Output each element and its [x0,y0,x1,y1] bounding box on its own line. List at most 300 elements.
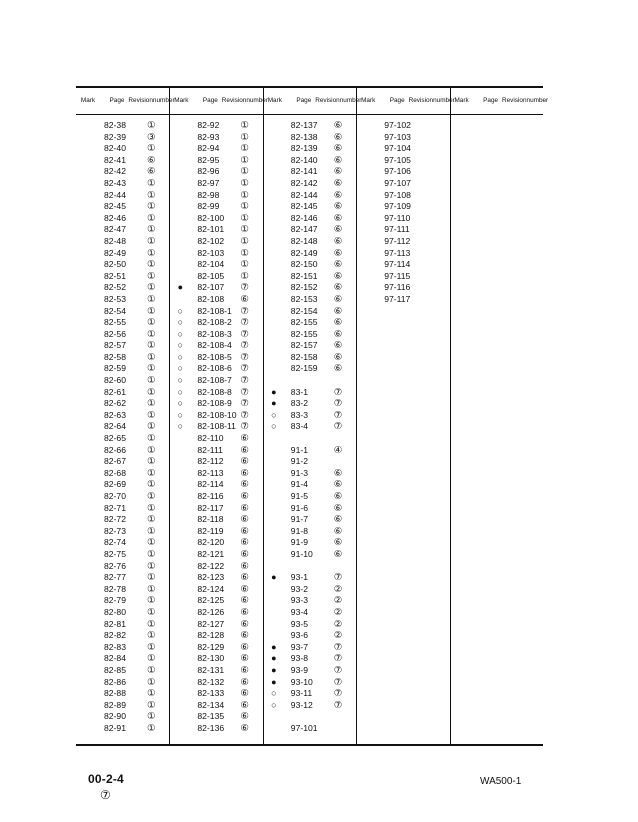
table-row [263,190,356,202]
revision-number: ① [240,120,249,131]
header-page: Page [202,96,218,104]
header-mark: Mark [361,96,376,104]
table-row [76,387,169,399]
table-row [169,143,262,155]
page-number: 91-3 [290,467,308,478]
page-number: 82-148 [290,235,318,246]
table-row [263,375,356,387]
page-number: 93-5 [290,618,308,629]
table-row [263,456,356,468]
table-row [76,132,169,144]
revision-number: ① [147,664,156,676]
table-row [356,166,449,178]
table-row [169,190,262,202]
table-row [263,236,356,248]
revision-number: ⑦ [240,282,249,294]
table-row [76,236,169,248]
table-row [76,363,169,375]
table-row [76,595,169,607]
page-number: 82-95 [197,154,220,165]
revision-number: ⑥ [333,548,343,560]
revision-number: ② [333,630,343,642]
revision-number: ① [240,247,249,259]
revision-mark: ● [177,282,184,293]
header-revision-number [128,86,175,114]
page-number: 82-119 [197,525,224,536]
header-revision-line1: Revision [408,96,434,104]
revision-number: ⑦ [333,398,343,410]
revision-number: ① [147,711,156,723]
revision-mark: ○ [271,409,277,420]
page-number: 91-10 [290,548,313,559]
table-row [76,549,169,561]
revision-number: ⑥ [240,688,249,700]
page-number: 82-76 [104,560,126,571]
page-number: 82-125 [197,595,225,606]
revision-number: ⑦ [240,351,249,363]
revision-number: ⑥ [240,664,249,676]
table-row [263,537,356,549]
header-page: Page [296,96,312,104]
revision-number: ⑥ [333,131,343,143]
page-number: 82-102 [197,235,225,246]
page-number: 82-92 [197,120,220,130]
page-number: 82-89 [104,699,126,710]
table-row [76,410,169,422]
revision-number: ① [147,421,156,433]
page-number: 82-124 [197,583,225,594]
revision-mark: ○ [271,699,277,710]
revision-number: ⑥ [240,676,249,688]
table-header-rule [76,114,543,115]
table-row [263,143,356,155]
page-number: 82-150 [290,259,318,270]
revision-number: ① [147,653,156,665]
revision-number: ① [147,722,156,734]
page-number: 93-1 [290,572,308,583]
revision-mark: ○ [177,421,184,432]
header-revision-line1: Revision [502,96,527,104]
revision-number: ① [147,409,156,421]
page-number: 91-2 [290,456,308,467]
revision-number: ① [147,224,156,236]
table-row [263,132,356,144]
revision-number: ① [240,235,249,247]
revision-number: ① [147,606,156,618]
revision-mark: ● [271,398,277,409]
page-number: 82-83 [104,641,126,652]
page-number: 82-107 [197,282,225,293]
revision-number: ⑦ [333,641,343,653]
page-number: 82-59 [104,363,126,374]
table-row [263,584,356,596]
page-number: 91-4 [290,479,308,490]
revision-number: ⑥ [240,444,249,456]
page-number: 82-56 [104,328,126,339]
revision-number: ⑥ [333,479,343,491]
revision-number: ① [147,699,156,711]
page-number: 82-57 [104,340,126,351]
revision-number: ① [147,189,156,201]
page-number: 82-147 [290,224,318,235]
page-number: 82-61 [104,386,126,397]
table-row [263,329,356,341]
revision-number: ⑥ [240,479,249,491]
table-row [76,155,169,167]
table-row [169,619,262,631]
revision-number: ⑦ [240,375,249,387]
revision-number: ① [147,514,156,526]
page-number: 82-39 [104,131,126,142]
revision-number: ① [147,479,156,491]
table-row [356,155,449,167]
page-number: 97-115 [384,270,411,281]
revision-number: ⑥ [240,456,249,468]
table-row [263,398,356,410]
page-number: 82-93 [197,131,220,142]
table-row [169,213,262,225]
revision-number: ⑥ [240,467,249,479]
page-number: 82-121 [197,548,225,559]
table-row [76,340,169,352]
table-row [263,213,356,225]
header-revision-line1: Revision [128,96,153,104]
page-number: 82-108-8 [197,386,232,397]
page-number: 82-152 [290,282,318,293]
table-row [263,688,356,700]
table-row [356,201,449,213]
revision-number: ⑥ [147,166,156,178]
page-number: 82-100 [197,212,225,223]
revision-number: ⑥ [240,606,249,618]
page-number: 82-77 [104,572,126,583]
page-number: 82-96 [197,166,220,177]
revision-mark: ○ [177,328,184,339]
page-number: 82-73 [104,525,126,536]
table-row [263,445,356,457]
page-number: 82-40 [104,143,126,154]
revision-number: ① [240,189,249,201]
table-row [169,665,262,677]
revision-mark: ○ [177,375,184,386]
table-row [76,317,169,329]
page-number: 82-58 [104,351,126,362]
table-row [263,514,356,526]
table-row [263,201,356,213]
page-number: 82-97 [197,177,220,188]
table-row [169,166,262,178]
table-row [169,259,262,271]
page-number: 82-158 [290,351,318,362]
revision-number: ⑥ [240,502,249,514]
table-row [169,317,262,329]
header-mark: Mark [454,96,469,104]
revision-mark: ○ [177,317,184,328]
table-row [76,688,169,700]
revision-mark: ○ [177,409,184,420]
page-number: 82-81 [104,618,126,629]
table-row [169,537,262,549]
revision-number: ⑥ [240,537,249,549]
revision-number: ⑥ [333,491,343,502]
page-number: 82-127 [197,618,225,629]
revision-number: ⑥ [240,514,249,526]
table-row [263,248,356,260]
page-number: 82-103 [197,247,225,258]
revision-number: ① [147,235,156,247]
table-row [356,213,449,225]
revision-number: ① [147,177,156,189]
revision-number: ⑥ [333,525,343,537]
table-row [263,619,356,631]
table-row [76,491,169,503]
table-row [169,421,262,433]
revision-number: ② [333,606,343,618]
revision-number: ⑦ [333,572,343,584]
revision-number: ③ [147,131,156,143]
page-number: 82-145 [290,201,318,212]
page-number: 93-10 [290,676,313,687]
revision-number: ② [333,618,343,630]
revision-number: ① [147,120,156,131]
page-number: 97-107 [384,177,411,188]
page-number: 82-153 [290,293,318,304]
page-number: 82-38 [104,120,126,130]
page-number: 82-41 [104,154,126,165]
revision-number: ⑥ [240,491,249,502]
page-number: 82-108-9 [197,398,232,409]
page-number: 82-135 [197,711,225,722]
page-number: 82-118 [197,514,224,525]
table-row [169,456,262,468]
revision-mark: ○ [177,386,184,397]
table-row [169,201,262,213]
page-number: 93-7 [290,641,308,652]
revision-number: ① [147,282,156,294]
revision-number: ① [147,328,156,340]
revision-number: ⑥ [333,537,343,549]
revision-number: ⑦ [240,409,249,421]
page-number: 91-5 [290,491,308,501]
revision-number: ⑥ [333,120,343,131]
revision-number: ① [240,259,249,271]
table-row [169,572,262,584]
revision-table [76,86,549,746]
page-number: 82-85 [104,664,126,675]
table-row [263,468,356,480]
page-number: 82-72 [104,514,126,525]
revision-number: ⑥ [333,340,343,352]
page-number: 82-91 [104,722,126,733]
table-row [263,363,356,375]
page-number: 97-101 [290,722,318,733]
revision-number: ② [333,583,343,595]
header-revision-line1: Revision [315,96,340,104]
table-row [263,653,356,665]
page-number: 82-116 [197,491,224,501]
revision-number: ⑥ [147,154,156,166]
page-number: 82-113 [197,467,224,478]
page-number: 82-108-7 [197,375,232,386]
table-row [76,224,169,236]
table-row [76,468,169,480]
table-row [169,445,262,457]
table-row [356,143,449,155]
revision-number: ⑦ [240,305,249,317]
revision-number: ⑦ [240,363,249,375]
revision-number: ② [333,595,343,607]
header-revision-line2: number [433,96,455,104]
table-row [76,271,169,283]
revision-number: ⑥ [333,351,343,363]
revision-number: ⑥ [240,699,249,711]
page-number: 91-8 [290,525,308,536]
header-revision-number [315,86,362,114]
page-number: 82-98 [197,189,220,200]
header-revision-line2: number [246,96,268,104]
table-row [356,120,449,132]
revision-number: ① [240,212,249,224]
page-number: 91-6 [290,502,308,513]
revision-number: ⑥ [240,583,249,595]
table-row [76,514,169,526]
table-row [263,607,356,619]
table-row [76,572,169,584]
page-number: 82-42 [104,166,126,177]
revision-mark: ○ [271,421,277,432]
page-number: 82-141 [290,166,318,177]
page-number: 97-105 [384,154,411,165]
page-number: 82-46 [104,212,126,223]
revision-number: ① [147,305,156,317]
page-number: 82-140 [290,154,318,165]
revision-number: ① [147,502,156,514]
page-number: 82-70 [104,491,126,501]
revision-number: ⑥ [333,270,343,282]
table-row [76,294,169,306]
page-number: 82-137 [290,120,318,130]
page-number: 93-6 [290,630,308,641]
revision-number: ⑥ [240,433,249,445]
page-number: 82-47 [104,224,126,235]
revision-number: ⑦ [333,386,343,398]
page-number: 82-155 [290,328,318,339]
table-row [169,236,262,248]
table-row [169,155,262,167]
table-bottom-rule [76,744,543,746]
table-row [169,561,262,573]
revision-number: ① [147,595,156,607]
revision-number: ⑥ [333,166,343,178]
table-row [263,410,356,422]
table-row [263,595,356,607]
page-number: 82-101 [197,224,225,235]
revision-number: ① [240,131,249,143]
table-row [76,259,169,271]
page-number: 82-128 [197,630,225,641]
table-row [169,375,262,387]
revision-number: ① [147,143,156,155]
page-number: 97-117 [384,293,411,304]
column-group [356,120,449,306]
header-revision-number [502,86,549,114]
table-row [169,387,262,399]
table-row [76,677,169,689]
page-number: 93-11 [290,688,313,699]
page-number: 82-122 [197,560,225,571]
revision-number: ⑥ [240,595,249,607]
table-row [76,248,169,260]
page-number: 97-112 [384,235,411,246]
table-row [356,178,449,190]
revision-number: ① [147,398,156,410]
revision-number: ⑥ [240,641,249,653]
revision-number: ① [147,386,156,398]
revision-number: ⑥ [240,630,249,642]
page-number: 82-108 [197,293,225,304]
revision-number: ⑦ [240,421,249,433]
table-row [76,143,169,155]
revision-number: ① [147,317,156,329]
table-row [76,584,169,596]
revision-number: ① [147,351,156,363]
revision-number: ① [240,201,249,213]
revision-number: ⑦ [333,409,343,421]
table-row [263,224,356,236]
page-number: 82-108-5 [197,351,232,362]
page-number: 82-44 [104,189,126,200]
page-number: 82-53 [104,293,126,304]
table-row [76,375,169,387]
header-page: Page [483,96,499,104]
table-row [76,201,169,213]
revision-number: ① [147,375,156,387]
revision-number: ⑥ [333,328,343,340]
page-number: 82-142 [290,177,318,188]
table-row [169,433,262,445]
table-row [76,190,169,202]
table-row [169,398,262,410]
table-row [263,503,356,515]
page-number: 82-43 [104,177,126,188]
table-row [263,630,356,642]
page-number: 82-49 [104,247,126,258]
page-number: 82-130 [197,653,225,664]
revision-number: ① [240,166,249,178]
revision-mark: ○ [177,340,184,351]
revision-number: ① [147,641,156,653]
header-page: Page [109,96,125,104]
revision-number: ⑦ [333,676,343,688]
page-number: 83-4 [290,421,308,432]
revision-number: ⑥ [333,247,343,259]
table-row [356,271,449,283]
revision-number: ① [147,293,156,305]
table-row [76,607,169,619]
page-number: 82-139 [290,143,318,154]
table-row [169,479,262,491]
revision-number: ⑥ [333,201,343,213]
table-row [76,433,169,445]
page-number: 82-86 [104,676,126,687]
revision-number: ⑥ [240,525,249,537]
page-number: 82-151 [290,270,318,281]
revision-number: ① [147,537,156,549]
page-number: 82-65 [104,433,126,444]
table-row [76,166,169,178]
page-number: 82-74 [104,537,126,548]
page-number: 97-111 [384,224,410,235]
